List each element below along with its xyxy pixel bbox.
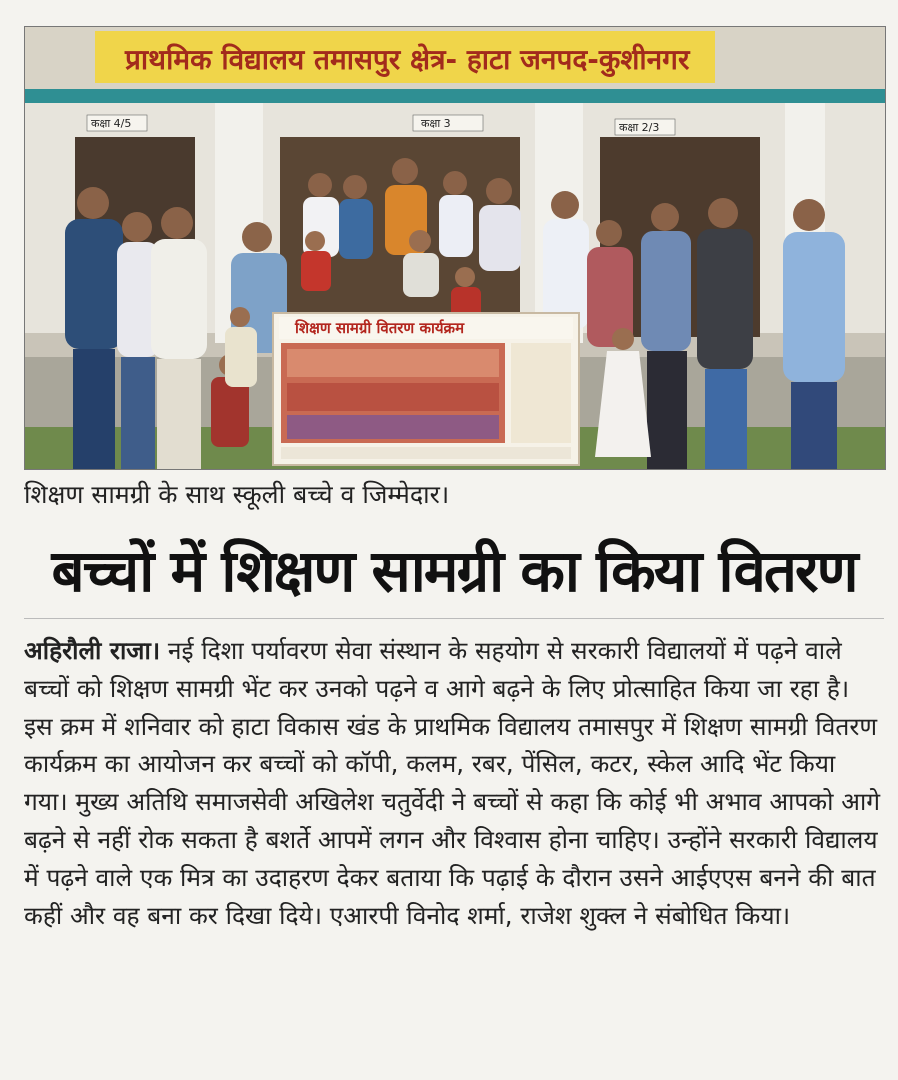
banner-title: शिक्षण सामग्री वितरण कार्यक्रम: [295, 319, 465, 337]
school-sign-text: प्राथमिक विद्यालय तमासपुर क्षेत्र- हाटा जनपद-कुशीनगर: [125, 43, 690, 76]
room-label-2: कक्षा 3: [421, 117, 451, 130]
article-paragraph: [24, 632, 884, 934]
divider: [24, 618, 884, 619]
program-banner: [273, 313, 579, 465]
room-label-1: कक्षा 4/5: [91, 117, 132, 130]
article-body: [24, 632, 884, 934]
dateline: अहिरौली राजा।: [24, 636, 161, 665]
article-lead: नई दिशा पर्यावरण सेवा संस्थान के सहयोग से सरकारी विद्यालयों में पढ़ने वाले बच्चों को शिक्षण सामग्री भेंट कर उनको पढ़ने व आगे बढ़ने के लिए प्रोत्साहित किया जा रहा है। इस क्रम में शनिवार को हाटा विकास खंड के प्राथमिक विद्यालय तमासपुर में शिक्षण सामग्री वितरण कार्यक्रम का आयोजन कर बच्चों को कॉपी, कलम, रबर, पेंसिल, कटर, स्केल आदि भेंट किया गया। मुख्य अतिथि समाजसेवी अखिलेश चतुर्वेदी ने बच्चों से कहा कि कोई भी अभाव आपको आगे बढ़ने से नहीं रोक सकता है बशर्ते आपमें लगन और विश्वास होना चाहिए। उन्होंने सरकारी विद्यालय में पढ़ने वाले एक मित्र का उदाहरण देकर बताया कि पढ़ाई के दौरान उसने आईएएस बनने की बात कहीं और वह बना कर दिखा दिये। एआरपी विनोद शर्मा, राजेश शुक्ल ने संबोधित किया।: [24, 636, 881, 930]
photo-caption: शिक्षण सामग्री के साथ स्कूली बच्चे व जिम्मेदार।: [24, 480, 450, 509]
news-photo: [24, 26, 886, 470]
headline: बच्चों में शिक्षण सामग्री का किया वितरण: [51, 537, 857, 605]
room-label-3: कक्षा 2/3: [619, 121, 660, 134]
